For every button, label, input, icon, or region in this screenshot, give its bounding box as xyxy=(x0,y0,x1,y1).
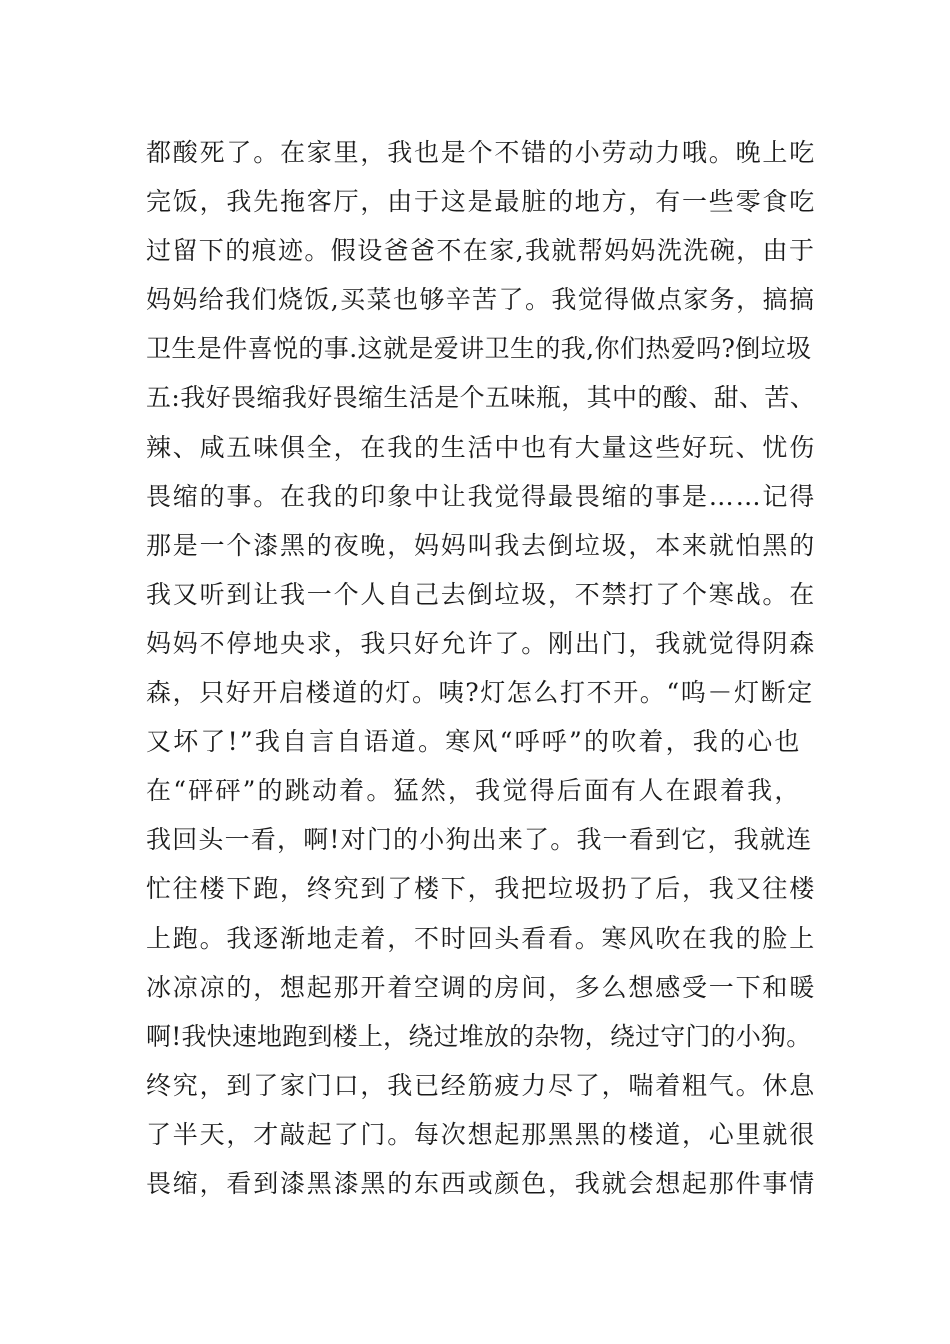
text-line-5: 卫生是件喜悦的事.这就是爱讲卫生的我,你们热爱吗?倒垃圾 xyxy=(146,334,812,364)
text-line-18: 冰凉凉的，想起那开着空调的房间，多么想感受一下和暖 xyxy=(146,972,817,1002)
text-line-2: 完饭，我先拖客厅，由于这是最脏的地方，有一些零食吃 xyxy=(146,187,817,217)
text-line-4: 妈妈给我们烧饭,买菜也够辛苦了。我觉得做点家务，搞搞 xyxy=(146,285,816,315)
text-line-17: 上跑。我逐渐地走着，不时回头看看。寒风吹在我的脸上 xyxy=(146,923,817,953)
text-line-13: 又坏了!”我自言自语道。寒风“呼呼”的吹着，我的心也 xyxy=(146,727,802,757)
text-line-3: 过留下的痕迹。假设爸爸不在家,我就帮妈妈洗洗碗，由于 xyxy=(146,236,816,266)
text-line-10: 我又听到让我一个人自己去倒垃圾，不禁打了个寒战。在 xyxy=(146,579,817,609)
text-line-22: 畏缩，看到漆黑漆黑的东西或颜色，我就会想起那件事情 xyxy=(146,1168,817,1198)
text-line-9: 那是一个漆黑的夜晚，妈妈叫我去倒垃圾，本来就怕黑的 xyxy=(146,530,817,560)
body-text xyxy=(146,128,816,1208)
text-line-21: 了半天，才敲起了门。每次想起那黑黑的楼道，心里就很 xyxy=(146,1119,817,1149)
text-line-6: 五:我好畏缩我好畏缩生活是个五味瓶，其中的酸、甜、苦、 xyxy=(146,383,816,413)
text-line-15: 我回头一看，啊!对门的小狗出来了。我一看到它，我就连 xyxy=(146,825,813,855)
text-line-12: 森，只好开启楼道的灯。咦?灯怎么打不开。“呜－灯断定 xyxy=(146,678,814,708)
text-line-11: 妈妈不停地央求，我只好允许了。刚出门，我就觉得阴森 xyxy=(146,628,817,658)
text-line-20: 终究，到了家门口，我已经筋疲力尽了，喘着粗气。休息 xyxy=(146,1070,817,1100)
text-line-7: 辣、咸五味俱全，在我的生活中也有大量这些好玩、忧伤 xyxy=(146,432,817,462)
text-line-19: 啊!我快速地跑到楼上，绕过堆放的杂物，绕过守门的小狗。 xyxy=(146,1021,812,1051)
text-line-14: 在“砰砰”的跳动着。猛然，我觉得后面有人在跟着我， xyxy=(146,776,802,806)
text-line-16: 忙往楼下跑，终究到了楼下，我把垃圾扔了后，我又往楼 xyxy=(146,874,817,904)
text-line-1: 都酸死了。在家里，我也是个不错的小劳动力哦。晚上吃 xyxy=(146,138,817,167)
text-line-8: 畏缩的事。在我的印象中让我觉得最畏缩的事是……记得 xyxy=(146,481,817,511)
